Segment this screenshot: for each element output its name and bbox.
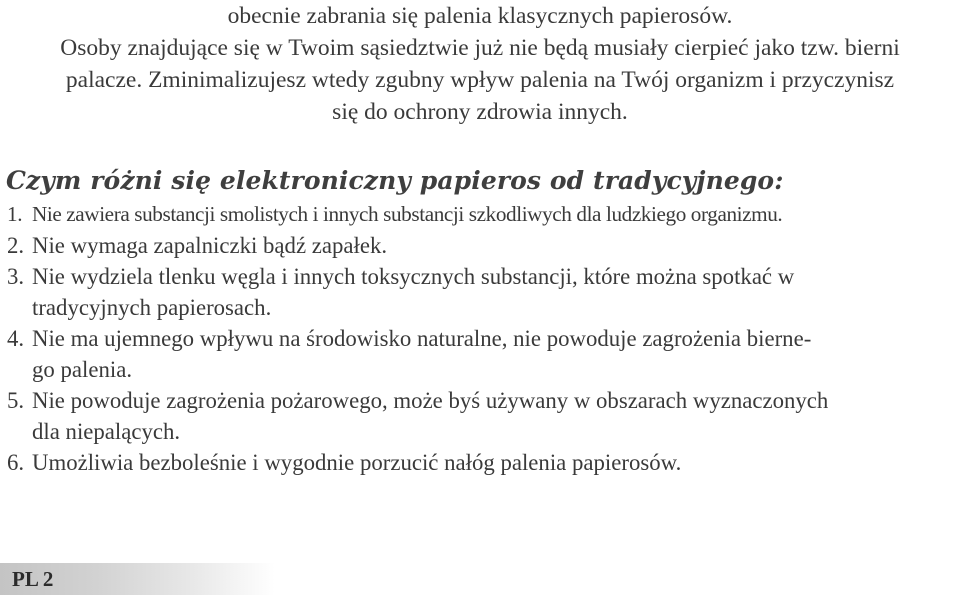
list-item <box>7 447 957 478</box>
page-number-label: PL 2 <box>12 567 54 591</box>
list-item-continuation: dla niepalących. <box>32 419 181 444</box>
list-item-number: 3. <box>7 264 25 289</box>
list-item-text: Nie wydziela tlenku węgla i innych toksycznych substancji, które można spotkać w <box>32 264 795 289</box>
list-item <box>7 199 957 230</box>
section-heading: Czym różni się elektroniczny papieros od tradycyjnego: <box>6 166 784 195</box>
list-item-number: 2. <box>7 233 25 258</box>
list-item <box>7 385 957 447</box>
list-item-number: 5. <box>7 388 25 413</box>
list-item-text: Nie wymaga zapalniczki bądź zapałek. <box>32 233 388 258</box>
page-footer-tab <box>0 563 275 595</box>
list-item-continuation: go palenia. <box>32 357 133 382</box>
list-item-number: 4. <box>7 326 25 351</box>
intro-paragraph <box>0 0 960 128</box>
differences-list <box>7 199 957 478</box>
list-item-number: 1. <box>7 202 23 226</box>
intro-line: się do ochrony zdrowia innych. <box>332 99 628 125</box>
list-item-number: 6. <box>7 450 25 475</box>
list-item-text: Nie ma ujemnego wpływu na środowisko naturalne, nie powoduje zagrożenia bierne- <box>32 326 812 351</box>
list-item <box>7 261 957 323</box>
list-item-text: Nie zawiera substancji smolistych i innych substancji szkodliwych dla ludzkiego organizmu. <box>32 202 783 226</box>
list-item-text: Nie powoduje zagrożenia pożarowego, może byś używany w obszarach wyznaczonych <box>32 388 829 413</box>
intro-line: Osoby znajdujące się w Twoim sąsiedztwie już nie będą musiały cierpieć jako tzw. bierni <box>60 35 900 61</box>
list-item-continuation: tradycyjnych papierosach. <box>32 295 272 320</box>
intro-line: obecnie zabrania się palenia klasycznych papierosów. <box>227 3 733 29</box>
intro-line: palacze. Zminimalizujesz wtedy zgubny wpływ palenia na Twój organizm i przyczynisz <box>65 67 895 93</box>
list-item <box>7 323 957 385</box>
list-item-text: Umożliwia bezboleśnie i wygodnie porzucić nałóg palenia papierosów. <box>32 450 682 475</box>
list-item <box>7 230 957 261</box>
